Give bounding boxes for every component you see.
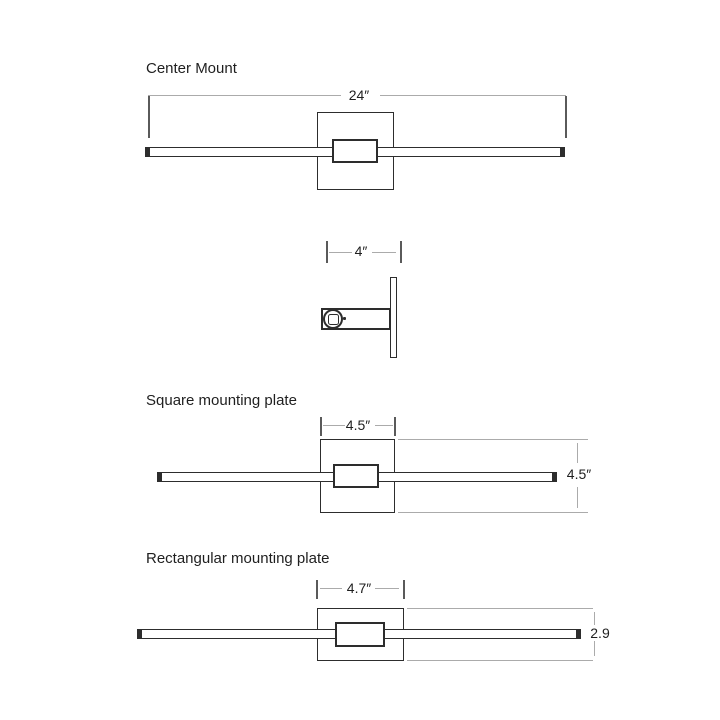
dim-label-plate-height: 4.5″ xyxy=(566,466,592,482)
dim-label-plate-width: 4.7″ xyxy=(346,580,372,596)
dim-line-segment xyxy=(323,425,345,426)
dim-extension-right xyxy=(565,96,567,138)
canopy xyxy=(335,622,385,647)
dim-tick-left xyxy=(316,580,318,599)
dim-extension-bottom xyxy=(398,512,588,513)
dim-line-segment xyxy=(380,95,566,96)
view-title-square-plate: Square mounting plate xyxy=(146,392,297,409)
dim-line-segment xyxy=(375,425,393,426)
dim-extension-top xyxy=(407,608,593,609)
dim-tick-left xyxy=(320,417,322,436)
dim-line-segment xyxy=(594,641,595,656)
dim-tick-right xyxy=(403,580,405,599)
dim-label-depth: 4″ xyxy=(354,243,368,259)
dim-line-segment xyxy=(329,252,352,253)
dim-extension-top xyxy=(398,439,588,440)
dim-line-segment xyxy=(577,487,578,508)
dim-line-segment xyxy=(320,588,342,589)
view-title-center-mount: Center Mount xyxy=(146,60,237,77)
dim-line-segment xyxy=(372,252,396,253)
dim-label-overall-width: 24″ xyxy=(348,87,370,103)
dim-label-plate-height: 2.9 xyxy=(590,625,610,641)
dim-extension-left xyxy=(148,96,150,138)
dim-line-segment xyxy=(148,95,341,96)
view-title-rect-plate: Rectangular mounting plate xyxy=(146,550,330,567)
dim-line-segment xyxy=(375,588,399,589)
canopy xyxy=(333,464,379,488)
dim-tick-right xyxy=(394,417,396,436)
dim-tick-left xyxy=(326,241,328,263)
dim-line-segment xyxy=(577,443,578,463)
dim-line-segment xyxy=(594,612,595,625)
dim-extension-bottom xyxy=(407,660,593,661)
dim-label-plate-width: 4.5″ xyxy=(345,417,371,433)
wall-plate-side xyxy=(390,277,397,358)
set-screw-dot xyxy=(343,317,346,320)
dim-tick-right xyxy=(400,241,402,263)
bar-end-square xyxy=(328,314,339,325)
canopy xyxy=(332,139,378,163)
